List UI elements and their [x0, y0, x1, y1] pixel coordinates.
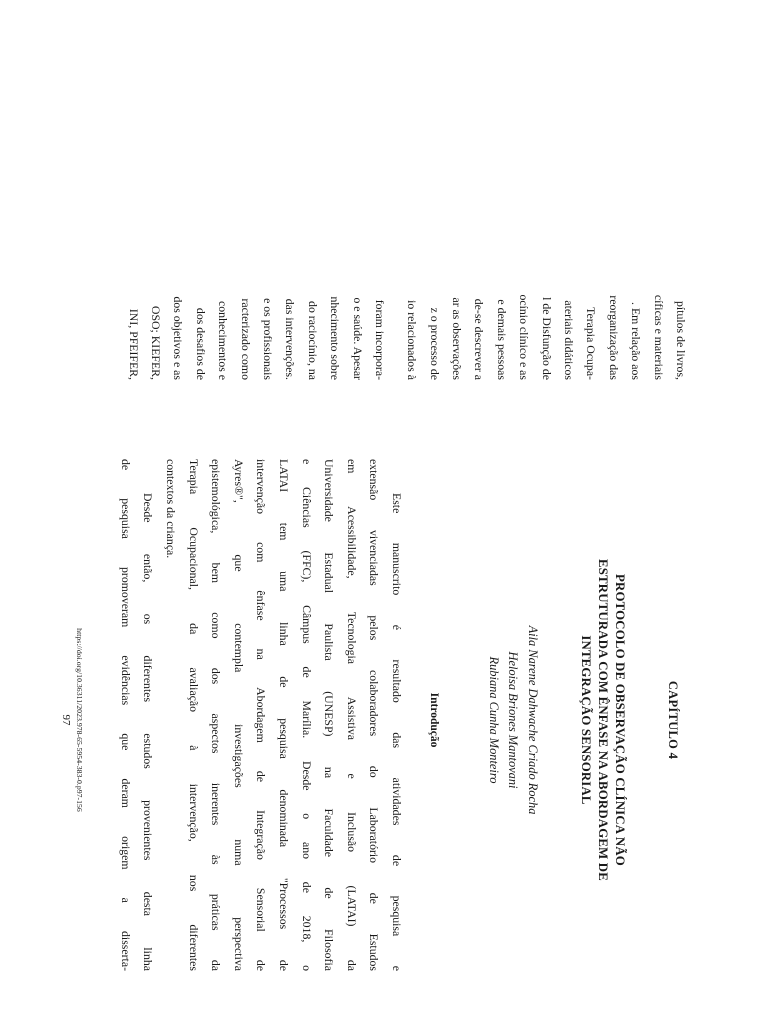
text-line: io relacionados à [405, 300, 420, 380]
paragraph-line: extensão vivenciadas pelos colaboradores do Laboratório de Estudos [367, 459, 382, 971]
author-name: Heloisa Briones Mantovani [506, 651, 521, 789]
paragraph-line: de pesquisa promoveram evidências que deram origem a disserta- [118, 459, 133, 971]
body-text [114, 459, 408, 971]
paragraph-line: intervenção com ênfase na Abordagem de Integração Sensorial de [254, 459, 269, 971]
section-heading: Introdução [428, 692, 440, 748]
title-line: PROTOCOLO DE OBSERVAÇÃO CLÍNICA NÃO [613, 574, 627, 866]
text-line: Terapia Ocupa- [584, 307, 599, 380]
page-number: 97 [60, 714, 72, 726]
text-line: INI, PFEIFER, [126, 308, 141, 380]
text-line: nhecimento sobre [328, 296, 343, 380]
text-line: ateriais didáticos [562, 300, 577, 380]
paragraph-line: LATAI tem uma linha de pesquisa denominada "Processos de [277, 459, 292, 971]
author-name: Aila Narene Dahwache Criado Rocha [526, 625, 540, 815]
title-line: INTEGRAÇÃO SENSORIAL [579, 635, 593, 805]
paragraph-line: Ayres®", que contempla investigações numa perspectiva [231, 459, 246, 971]
left-page-text-block-bottom [122, 100, 391, 380]
title-line: ESTRUTURADA COM ÊNFASE NA ABORDAGEM DE [596, 559, 610, 881]
text-line: racterizado como [238, 298, 253, 380]
text-line: ocínio clínico e as [517, 294, 532, 380]
text-line: das intervenções. [283, 298, 298, 380]
paragraph-line: Desde então, os diferentes estudos provenientes desta linha [141, 493, 156, 971]
text-line: l de Disfunção de [539, 297, 554, 380]
text-line: de-se descrever a [472, 298, 487, 380]
text-line: foram incorpora- [373, 299, 387, 380]
text-line: o e saúde. Apesar [350, 297, 365, 380]
text-line: e demais pessoas [494, 299, 509, 380]
doi-link[interactable]: https://doi.org/10.36311/2023.978-65-5954-383-0.p97-156 [75, 628, 84, 812]
paragraph-line: Terapia Ocupacional, da avaliação à intervenção, nos diferentes [186, 459, 201, 971]
left-page [0, 0, 768, 380]
paragraph-line: epistemológica, bem como dos aspectos inerentes às práticas da [209, 459, 224, 971]
text-line: conhecimentos e [216, 301, 231, 380]
author-list [484, 440, 543, 1000]
paragraph-line: em Acessibilidade, Tecnologia Assistiva e Inclusão (LATAI) da [344, 459, 359, 971]
text-line: do raciocínio, na [305, 301, 320, 380]
text-line: OSO; KIEFER, [149, 305, 164, 380]
text-line: z o processo de [427, 307, 442, 380]
paragraph-line: Este manuscrito é resultado das atividades de pesquisa e [390, 493, 404, 971]
paragraph-line: Universidade Estadual Paulista (UNESP) na Faculdade de Filosofia [322, 459, 337, 971]
chapter-title [577, 440, 628, 1000]
left-page-text-block-top [401, 100, 692, 380]
right-page [0, 440, 768, 1000]
text-line: reorganização das [606, 295, 621, 380]
text-line: e os profissionais [261, 298, 276, 380]
text-line: cíficas e materiais [651, 294, 666, 380]
paragraph-line: contextos da criança. [164, 459, 179, 559]
paragraph-line: e Ciências (FFC), Câmpus de Marília. Desde o ano de 2018, o [299, 459, 314, 971]
chapter-label: CAPÍTULO 4 [666, 680, 680, 760]
author-name: Rubiana Cunha Monteiro [487, 656, 501, 784]
text-line: pítulos de livros, [674, 301, 688, 380]
text-line: dos desafios de [193, 307, 208, 380]
text-line: ar as observações [450, 297, 465, 380]
text-line: dos objetivos e as [171, 296, 186, 380]
text-line: . Em relação aos [629, 302, 644, 380]
